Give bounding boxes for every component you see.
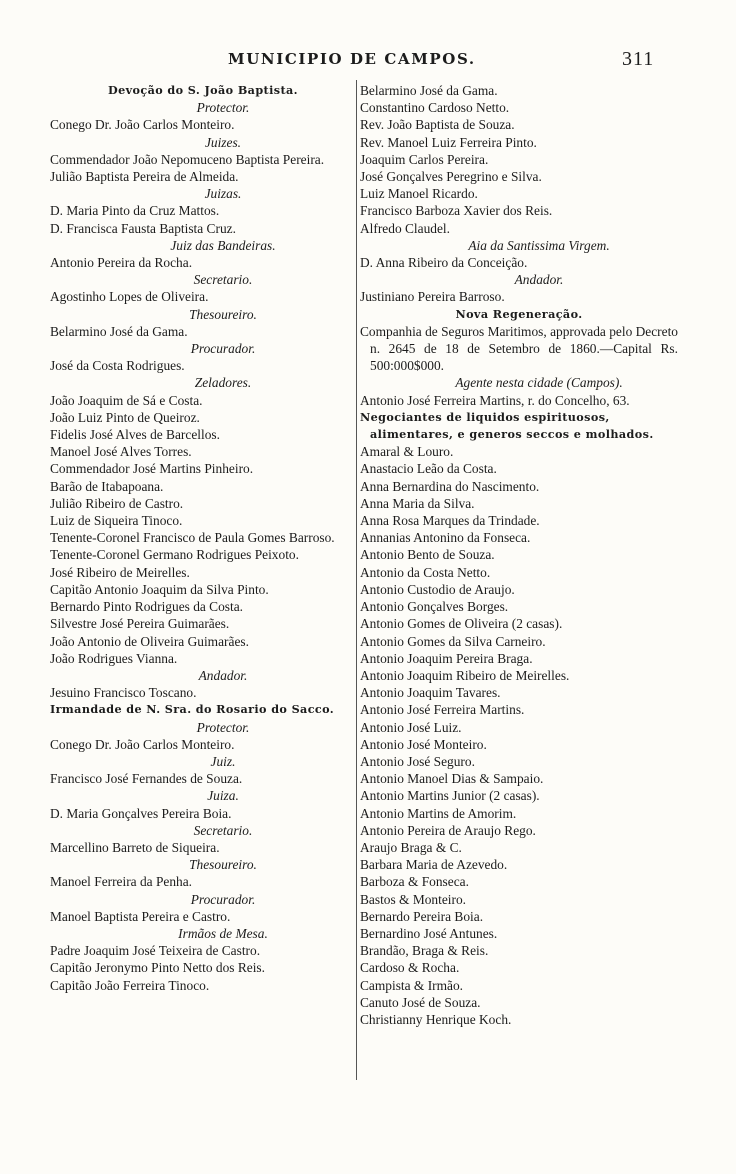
- role-title: Andador.: [198, 667, 248, 683]
- role-title: Agente nesta cidade (Campos).: [455, 375, 623, 391]
- right-column: [360, 82, 678, 1028]
- list-item: Antonio Gomes da Silva Carneiro.: [360, 633, 546, 649]
- list-item: Manoel Baptista Pereira e Castro.: [50, 908, 231, 924]
- list-item: Conego Dr. João Carlos Monteiro.: [50, 117, 235, 133]
- role-title: Procurador.: [190, 891, 256, 907]
- list-item: Constantino Cardoso Netto.: [360, 100, 510, 116]
- list-item: Francisco José Fernandes de Souza.: [50, 771, 243, 787]
- list-item: D. Maria Gonçalves Pereira Boia.: [50, 805, 232, 821]
- role-title: Juiz das Bandeiras.: [170, 237, 276, 253]
- list-item: João Luiz Pinto de Queiroz.: [50, 409, 200, 425]
- list-item: Capitão Antonio Joaquim da Silva Pinto.: [50, 581, 269, 597]
- list-item: Christianny Henrique Koch.: [360, 1011, 512, 1027]
- list-item: Luiz Manoel Ricardo.: [360, 186, 478, 202]
- list-item: Anna Rosa Marques da Trindade.: [360, 513, 540, 529]
- list-item: Barbara Maria de Azevedo.: [360, 857, 508, 873]
- list-item: José da Costa Rodrigues.: [50, 358, 185, 374]
- role-title: Protector.: [196, 100, 250, 116]
- list-item: Antonio José Seguro.: [360, 753, 475, 769]
- role-title: Protector.: [196, 719, 250, 735]
- list-item: Justiniano Pereira Barroso.: [360, 289, 505, 305]
- role-title: Juizas.: [204, 186, 242, 202]
- list-item: Julião Ribeiro de Castro.: [50, 495, 184, 511]
- list-item: Antonio Martins Junior (2 casas).: [360, 788, 540, 804]
- list-item: Commendador João Nepomuceno Baptista Pereira.: [50, 151, 325, 167]
- list-item: Tenente-Coronel Germano Rodrigues Peixoto.: [50, 547, 299, 563]
- list-item: Marcellino Barreto de Siqueira.: [50, 839, 220, 855]
- column-divider: [356, 80, 357, 1080]
- list-item: Belarmino José da Gama.: [360, 83, 498, 98]
- list-item: Alfredo Claudel.: [360, 220, 450, 236]
- role-title: Andador.: [514, 272, 564, 288]
- list-item: Antonio Pereira da Rocha.: [50, 255, 193, 271]
- page-number: 311: [622, 48, 655, 70]
- list-item: Antonio José Luiz.: [360, 719, 462, 735]
- list-item: Bernardo Pinto Rodrigues da Costa.: [50, 599, 244, 615]
- list-item: Luiz de Siqueira Tinoco.: [50, 513, 183, 529]
- list-item: Barboza & Fonseca.: [360, 874, 469, 890]
- section-heading: Nova Regeneração.: [455, 306, 583, 321]
- list-item: José Ribeiro de Meirelles.: [50, 564, 190, 580]
- list-item: Cardoso & Rocha.: [360, 960, 460, 976]
- role-title: Juiza.: [207, 788, 239, 804]
- list-item: Antonio José Ferreira Martins, r. do Concelho, 63.: [360, 392, 630, 408]
- list-item: Jesuino Francisco Toscano.: [50, 685, 197, 701]
- list-item: Antonio Martins de Amorim.: [360, 805, 517, 821]
- page-header: [0, 50, 736, 74]
- list-item: Rev. João Baptista de Souza.: [360, 117, 515, 133]
- list-item: Antonio Bento de Souza.: [360, 547, 495, 563]
- list-item: D. Francisca Fausta Baptista Cruz.: [50, 220, 236, 236]
- list-item: Bernardino José Antunes.: [360, 925, 498, 941]
- list-item: José Gonçalves Peregrino e Silva.: [360, 169, 542, 185]
- list-item: Manoel José Alves Torres.: [50, 444, 192, 460]
- list-item: Francisco Barboza Xavier dos Reis.: [360, 203, 553, 219]
- list-item: Capitão João Ferreira Tinoco.: [50, 977, 210, 993]
- list-item: Bernardo Pereira Boia.: [360, 908, 484, 924]
- list-item: Bastos & Monteiro.: [360, 891, 467, 907]
- list-item: Annanias Antonino da Fonseca.: [360, 530, 531, 546]
- list-item: João Antonio de Oliveira Guimarães.: [50, 633, 249, 649]
- list-item: Capitão Jeronymo Pinto Netto dos Reis.: [50, 960, 265, 976]
- list-item: Manoel Ferreira da Penha.: [50, 874, 193, 890]
- list-item: Belarmino José da Gama.: [50, 323, 188, 339]
- list-item: Rev. Manoel Luiz Ferreira Pinto.: [360, 134, 537, 150]
- role-title: Zeladores.: [194, 375, 252, 391]
- list-item: Tenente-Coronel Francisco de Paula Gomes Barroso.: [50, 530, 335, 546]
- list-item: Antonio Custodio de Araujo.: [360, 581, 515, 597]
- list-item: D. Anna Ribeiro da Conceição.: [360, 255, 528, 271]
- list-item: Barão de Itabapoana.: [50, 478, 164, 494]
- list-item: Antonio Joaquim Ribeiro de Meirelles.: [360, 667, 570, 683]
- list-item: Antonio José Monteiro.: [360, 736, 487, 752]
- role-title: Juizes.: [204, 134, 242, 150]
- list-item: Fidelis José Alves de Barcellos.: [50, 427, 220, 443]
- role-title: Procurador.: [190, 341, 256, 357]
- list-item: Antonio Gomes de Oliveira (2 casas).: [360, 616, 563, 632]
- list-item: Antonio da Costa Netto.: [360, 564, 491, 580]
- list-item: Julião Baptista Pereira de Almeida.: [50, 169, 239, 185]
- list-item: Antonio Pereira de Araujo Rego.: [360, 822, 536, 838]
- role-title: Thesoureiro.: [189, 857, 257, 873]
- list-item: Araujo Braga & C.: [360, 839, 462, 855]
- list-item: João Rodrigues Vianna.: [50, 650, 178, 666]
- list-item: Antonio José Ferreira Martins.: [360, 702, 525, 718]
- list-item: Anastacio Leão da Costa.: [360, 461, 497, 477]
- running-title: MUNICIPIO DE CAMPOS.: [228, 50, 476, 68]
- left-column: [50, 82, 356, 994]
- role-title: Thesoureiro.: [189, 306, 257, 322]
- role-title: Secretario.: [193, 272, 253, 288]
- section-heading: Negociantes de liquidos espirituosos, alimentares, e generos seccos e molhados.: [360, 409, 654, 442]
- role-title: Irmãos de Mesa.: [178, 925, 268, 941]
- list-item: Anna Bernardina do Nascimento.: [360, 478, 540, 494]
- list-item: Antonio Manoel Dias & Sampaio.: [360, 771, 544, 787]
- list-item: Padre Joaquim José Teixeira de Castro.: [50, 943, 261, 959]
- list-item: Commendador José Martins Pinheiro.: [50, 461, 254, 477]
- list-item: Agostinho Lopes de Oliveira.: [50, 289, 209, 305]
- list-item: Antonio Joaquim Tavares.: [360, 685, 501, 701]
- section-heading: Irmandade de N. Sra. do Rosario do Sacco.: [50, 702, 335, 717]
- role-title: Secretario.: [193, 822, 253, 838]
- list-item: Silvestre José Pereira Guimarães.: [50, 616, 230, 632]
- list-item: Joaquim Carlos Pereira.: [360, 151, 489, 167]
- list-item: Brandão, Braga & Reis.: [360, 943, 489, 959]
- section-heading: Devoção do S. João Baptista.: [108, 83, 298, 97]
- list-item: Anna Maria da Silva.: [360, 495, 475, 511]
- list-item: Companhia de Seguros Maritimos, approvada pelo Decreto n. 2645 de 18 de Setembro de 1860.—Capital Rs. 500:000$000.: [360, 323, 678, 374]
- list-item: Amaral & Louro.: [360, 444, 454, 460]
- list-item: D. Maria Pinto da Cruz Mattos.: [50, 203, 220, 219]
- role-title: Juiz.: [210, 753, 236, 769]
- list-item: Campista & Irmão.: [360, 977, 464, 993]
- list-item: João Joaquim de Sá e Costa.: [50, 392, 203, 408]
- list-item: Conego Dr. João Carlos Monteiro.: [50, 736, 235, 752]
- role-title: Aia da Santissima Virgem.: [468, 237, 610, 253]
- list-item: Antonio Joaquim Pereira Braga.: [360, 650, 533, 666]
- list-item: Canuto José de Souza.: [360, 994, 481, 1010]
- list-item: Antonio Gonçalves Borges.: [360, 599, 509, 615]
